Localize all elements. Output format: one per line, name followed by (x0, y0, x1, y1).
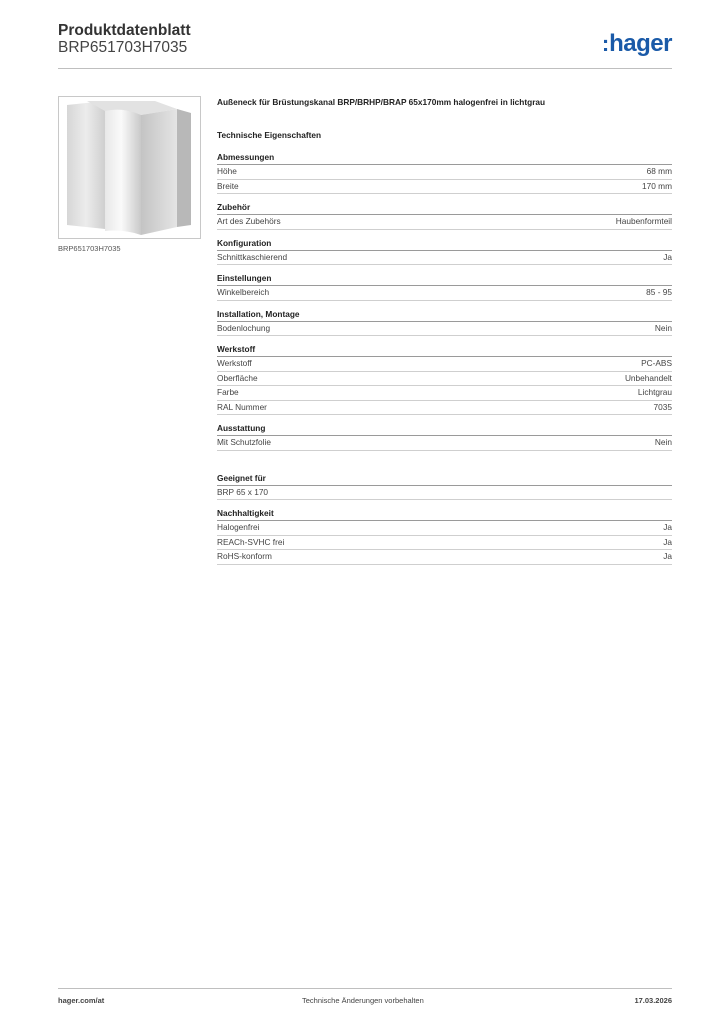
image-caption: BRP651703H7035 (58, 244, 121, 253)
footer-date: 17.03.2026 (634, 996, 672, 1005)
property-group (217, 473, 672, 501)
property-row (217, 521, 672, 536)
property-group (217, 202, 672, 230)
property-label: RAL Nummer (217, 401, 267, 412)
property-group (217, 152, 672, 194)
property-value: Nein (654, 437, 672, 447)
product-description: Außeneck für Brüstungskanal BRP/BRHP/BRAP 65x170mm halogenfrei in lichtgrau (217, 97, 546, 107)
property-label: Bodenlochung (217, 322, 271, 333)
property-value: Ja (663, 536, 672, 547)
property-groups (217, 152, 672, 451)
property-value: 68 mm (646, 166, 672, 176)
product-details (217, 96, 672, 573)
group-title: Werkstoff (217, 344, 672, 357)
property-row (217, 357, 672, 372)
property-value: Nein (654, 322, 672, 333)
group-title: Installation, Montage (217, 309, 672, 322)
property-label: RoHS-konform (217, 551, 272, 561)
property-label: Schnittkaschierend (217, 251, 288, 262)
property-value: PC-ABS (641, 358, 672, 368)
property-group (217, 273, 672, 301)
group-title: Zubehör (217, 202, 672, 215)
page-header (58, 22, 672, 68)
property-label: Höhe (217, 166, 237, 176)
property-label: Farbe (217, 387, 239, 397)
property-row (217, 386, 672, 401)
property-row (217, 165, 672, 180)
property-value: Haubenformteil (615, 216, 672, 226)
property-value: 7035 (653, 401, 672, 412)
sustainability-group (217, 508, 672, 565)
property-label: Werkstoff (217, 358, 252, 368)
property-row (217, 251, 672, 266)
page-title: Produktdatenblatt (58, 22, 191, 39)
property-value: Lichtgrau (637, 387, 672, 397)
group-title: Abmessungen (217, 152, 672, 165)
spacer (217, 459, 672, 473)
property-group (217, 508, 672, 565)
header-divider (58, 68, 672, 69)
group-title: Geeignet für (217, 473, 672, 486)
group-title: Nachhaltigkeit (217, 508, 672, 521)
property-label: BRP 65 x 170 (217, 486, 269, 497)
property-row (217, 436, 672, 451)
property-label: Halogenfrei (217, 522, 260, 532)
footer-website[interactable]: hager.com/at (58, 996, 105, 1005)
property-row (217, 550, 672, 565)
property-value: Ja (663, 251, 672, 262)
property-row (217, 180, 672, 195)
property-label: Oberfläche (217, 372, 258, 383)
property-value: 170 mm (642, 180, 672, 191)
corner-piece-illustration (59, 97, 200, 238)
property-label: REACh-SVHC frei (217, 536, 285, 547)
property-group (217, 238, 672, 266)
property-value: 85 - 95 (646, 287, 672, 297)
property-label: Winkelbereich (217, 287, 270, 297)
group-title: Konfiguration (217, 238, 672, 251)
product-image (58, 96, 201, 239)
footer-notice: Technische Änderungen vorbehalten (302, 996, 424, 1005)
property-label: Art des Zubehörs (217, 216, 281, 226)
suited-for-group (217, 473, 672, 501)
tech-properties-title: Technische Eigenschaften (217, 130, 322, 140)
logo-text: hager (609, 30, 672, 57)
group-title: Ausstattung (217, 423, 672, 436)
property-group (217, 344, 672, 415)
hager-logo: :hager (601, 30, 672, 57)
property-group (217, 309, 672, 337)
footer-divider (58, 988, 672, 989)
property-row (217, 215, 672, 230)
property-row (217, 401, 672, 416)
property-label: Mit Schutzfolie (217, 437, 271, 447)
property-row (217, 322, 672, 337)
property-value: Ja (663, 522, 672, 532)
property-row (217, 286, 672, 301)
property-row (217, 372, 672, 387)
property-row (217, 486, 672, 501)
product-number: BRP651703H7035 (58, 39, 188, 56)
property-group (217, 423, 672, 451)
property-value: Ja (663, 551, 672, 561)
group-title: Einstellungen (217, 273, 672, 286)
property-row (217, 536, 672, 551)
property-label: Breite (217, 180, 239, 191)
property-value: Unbehandelt (624, 372, 672, 383)
